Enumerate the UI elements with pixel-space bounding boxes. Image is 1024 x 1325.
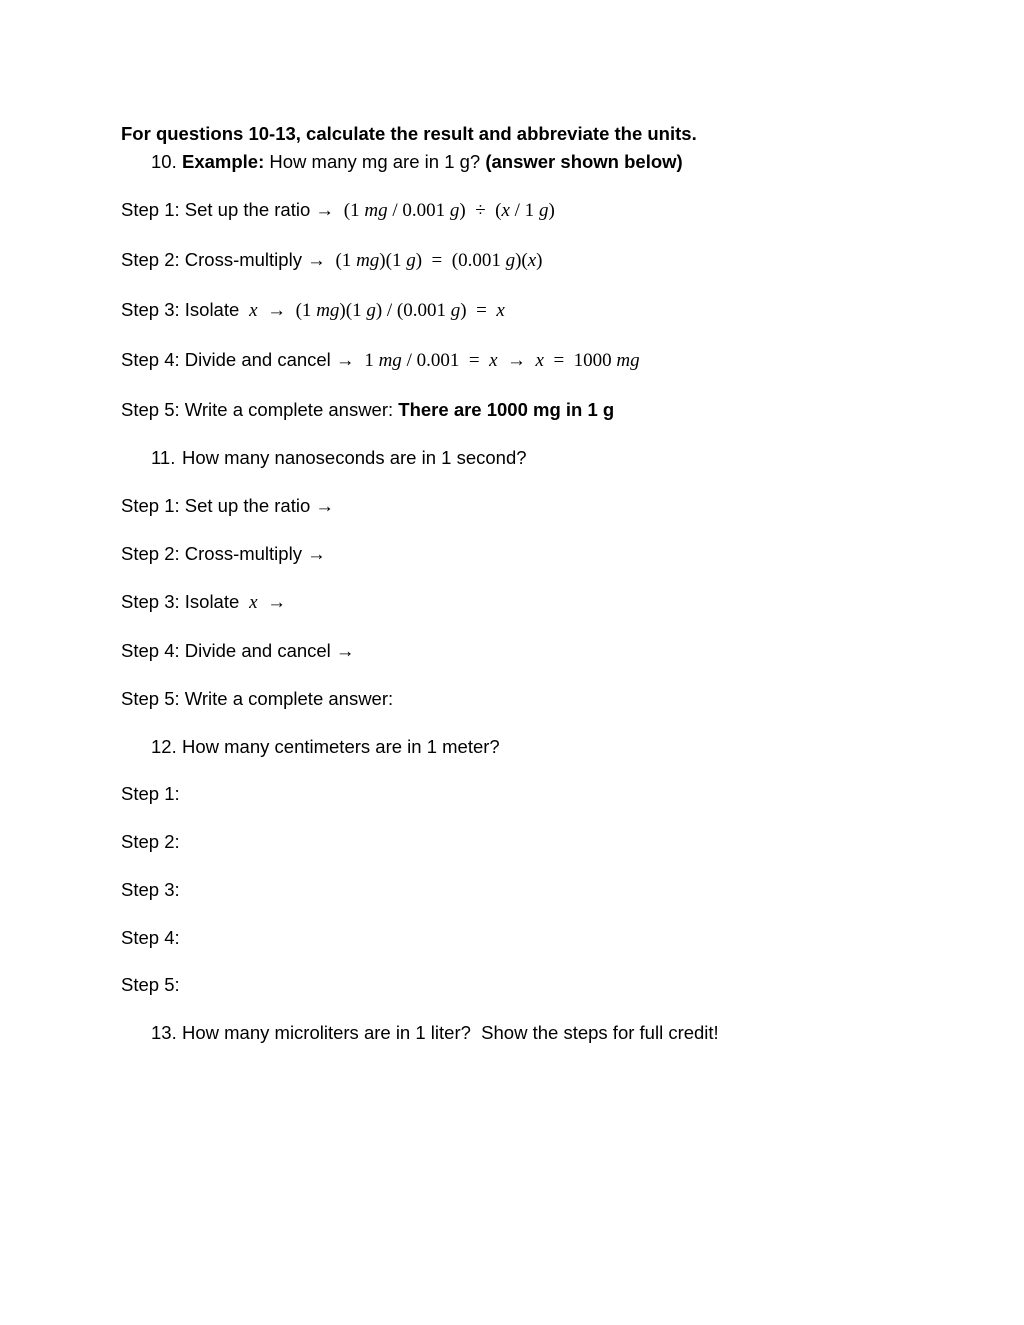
complete-answer: There are 1000 mg in 1 g: [398, 399, 615, 420]
q11-step-1: Step 1: Set up the ratio →: [121, 495, 334, 516]
question-text: How many centimeters are in 1 meter?: [182, 736, 500, 757]
instructions-heading: For questions 10-13, calculate the result and abbreviate the units.: [121, 123, 697, 144]
arrow: →: [267, 592, 287, 613]
question-number: 12.: [151, 736, 177, 757]
step-label: Step 2: Cross-multiply →: [121, 249, 326, 270]
q12-step-5: Step 5:: [121, 974, 180, 995]
question-11: [151, 449, 527, 468]
step-label: Step 5: Write a complete answer:: [121, 399, 394, 420]
question-number: 10.: [151, 151, 177, 172]
q12-step-4: Step 4:: [121, 927, 180, 948]
q10-step-2: [121, 251, 543, 270]
question-number: 13.: [151, 1022, 177, 1043]
q10-step-5: [121, 401, 614, 420]
step-math: (1 mg / 0.001 g) ÷ (x / 1 g): [339, 200, 555, 221]
question-text: How many nanoseconds are in 1 second?: [182, 447, 527, 468]
q10-step-4: [121, 351, 640, 370]
step-label: Step 3: Isolate: [121, 299, 240, 320]
step-math: 1 mg / 0.001 = x → x = 1000 mg: [359, 350, 640, 371]
q12-step-1: Step 1:: [121, 783, 180, 804]
q10-step-3: [121, 301, 505, 320]
question-10: [151, 153, 683, 172]
question-text: How many mg are in 1 g?: [269, 151, 481, 172]
question-number: 11.: [151, 447, 176, 468]
question-13: [151, 1024, 719, 1043]
q11-step-5: Step 5: Write a complete answer:: [121, 688, 394, 709]
step-math: (1 mg)(1 g) = (0.001 g)(x): [330, 250, 543, 271]
q11-step-2: Step 2: Cross-multiply →: [121, 543, 326, 564]
example-label: Example:: [182, 151, 265, 172]
step-math: x → (1 mg)(1 g) / (0.001 g) = x: [249, 300, 505, 321]
variable-x: x: [249, 592, 258, 613]
step-label: Step 4: Divide and cancel →: [121, 349, 355, 370]
q10-step-1: [121, 201, 555, 220]
q12-step-2: Step 2:: [121, 831, 180, 852]
step-label: Step 1: Set up the ratio →: [121, 199, 334, 220]
q12-step-3: Step 3:: [121, 879, 180, 900]
step-math: [244, 592, 286, 613]
question-12: [151, 738, 500, 757]
question-text: How many microliters are in 1 liter? Show the steps for full credit!: [182, 1022, 719, 1043]
example-note: (answer shown below): [485, 151, 683, 172]
q11-step-3: [121, 593, 286, 612]
q11-step-4: Step 4: Divide and cancel →: [121, 640, 355, 661]
step-label: Step 3: Isolate: [121, 591, 240, 612]
